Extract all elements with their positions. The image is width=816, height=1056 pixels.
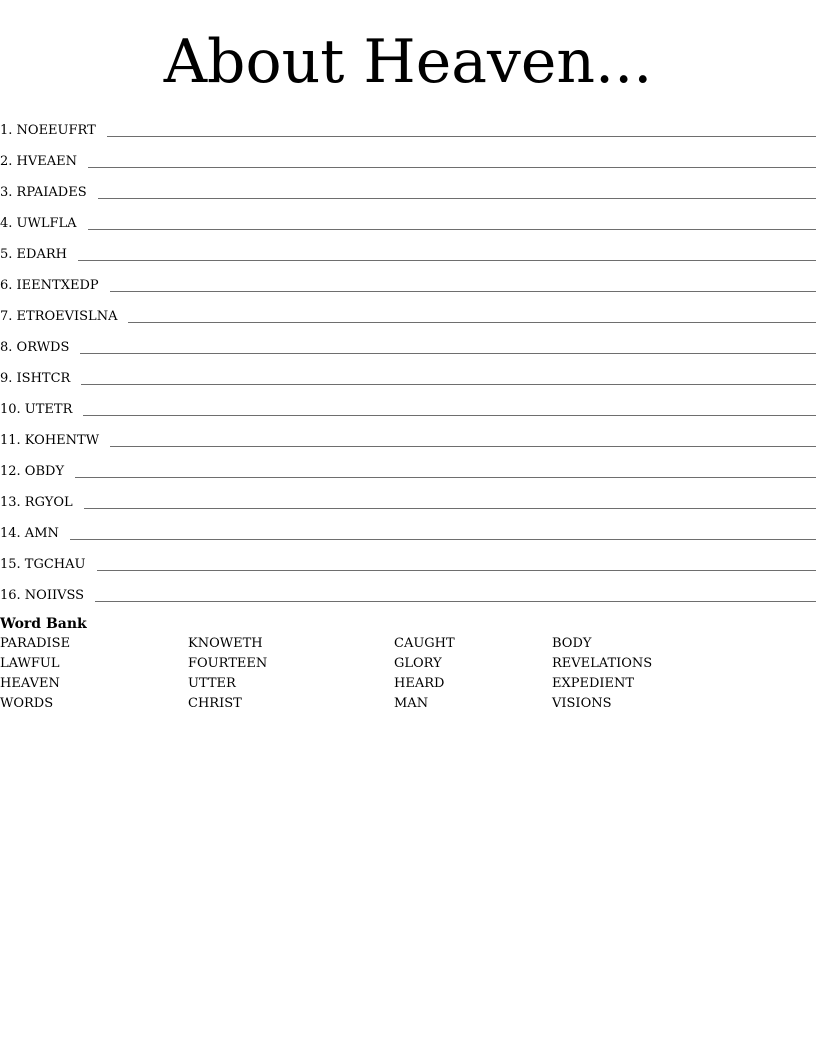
answer-line bbox=[70, 538, 816, 540]
scramble-word: 3. RPAIADES bbox=[0, 185, 87, 200]
word-bank-item: VISIONS bbox=[552, 696, 612, 711]
scramble-item bbox=[0, 265, 816, 296]
scramble-word: 2. HVEAEN bbox=[0, 154, 78, 169]
scramble-item bbox=[0, 296, 816, 327]
word-bank-item: MAN bbox=[394, 696, 429, 711]
scramble-word: 14. AMN bbox=[0, 526, 59, 541]
word-bank-item: FOURTEEN bbox=[188, 656, 268, 671]
scramble-word: 12. OBDY bbox=[0, 464, 65, 479]
answer-line bbox=[98, 197, 816, 199]
scramble-item bbox=[0, 141, 816, 172]
scramble-word: 8. ORWDS bbox=[0, 340, 70, 355]
scramble-item bbox=[0, 482, 816, 513]
answer-line bbox=[110, 445, 816, 447]
scramble-word: 6. IEENTXEDP bbox=[0, 278, 99, 293]
scramble-list bbox=[0, 110, 816, 606]
word-bank-item: BODY bbox=[552, 636, 592, 651]
word-bank-item: KNOWETH bbox=[188, 636, 263, 651]
scramble-item bbox=[0, 513, 816, 544]
word-bank-item: HEAVEN bbox=[0, 676, 60, 691]
answer-line bbox=[78, 259, 816, 261]
answer-line bbox=[110, 290, 816, 292]
scramble-item bbox=[0, 389, 816, 420]
scramble-word: 11. KOHENTW bbox=[0, 433, 100, 448]
word-bank-item: PARADISE bbox=[0, 636, 71, 651]
word-bank-item: CAUGHT bbox=[394, 636, 455, 651]
word-bank-item: UTTER bbox=[188, 676, 236, 691]
word-bank-grid bbox=[0, 634, 816, 714]
word-bank bbox=[0, 614, 816, 714]
scramble-item bbox=[0, 203, 816, 234]
word-bank-item: CHRIST bbox=[188, 696, 242, 711]
scramble-item bbox=[0, 544, 816, 575]
page-title: About Heaven... bbox=[163, 27, 653, 97]
scramble-word: 16. NOIIVSS bbox=[0, 588, 85, 603]
scramble-word: 7. ETROEVISLNA bbox=[0, 309, 118, 324]
word-bank-item: LAWFUL bbox=[0, 656, 60, 671]
word-bank-item: EXPEDIENT bbox=[552, 676, 635, 691]
scramble-word: 5. EDARH bbox=[0, 247, 67, 262]
answer-line bbox=[88, 228, 816, 230]
word-bank-item: WORDS bbox=[0, 696, 54, 711]
answer-line bbox=[88, 166, 816, 168]
scramble-item bbox=[0, 358, 816, 389]
answer-line bbox=[81, 383, 816, 385]
answer-line bbox=[83, 414, 816, 416]
scramble-item bbox=[0, 327, 816, 358]
scramble-word: 10. UTETR bbox=[0, 402, 73, 417]
scramble-item bbox=[0, 575, 816, 606]
scramble-item bbox=[0, 420, 816, 451]
word-bank-item: HEARD bbox=[394, 676, 445, 691]
scramble-item bbox=[0, 451, 816, 482]
scramble-word: 13. RGYOL bbox=[0, 495, 73, 510]
scramble-word: 4. UWLFLA bbox=[0, 216, 77, 231]
word-bank-item: GLORY bbox=[394, 656, 442, 671]
word-bank-item: REVELATIONS bbox=[552, 656, 653, 671]
answer-line bbox=[128, 321, 816, 323]
answer-line bbox=[107, 135, 816, 137]
scramble-item bbox=[0, 172, 816, 203]
scramble-word: 15. TGCHAU bbox=[0, 557, 86, 572]
answer-line bbox=[75, 476, 816, 478]
answer-line bbox=[97, 569, 816, 571]
scramble-item bbox=[0, 110, 816, 141]
scramble-item bbox=[0, 234, 816, 265]
scramble-word: 1. NOEEUFRT bbox=[0, 123, 96, 138]
answer-line bbox=[95, 600, 816, 602]
scramble-word: 9. ISHTCR bbox=[0, 371, 71, 386]
answer-line bbox=[84, 507, 816, 509]
word-bank-heading: Word Bank bbox=[0, 616, 87, 632]
answer-line bbox=[80, 352, 816, 354]
